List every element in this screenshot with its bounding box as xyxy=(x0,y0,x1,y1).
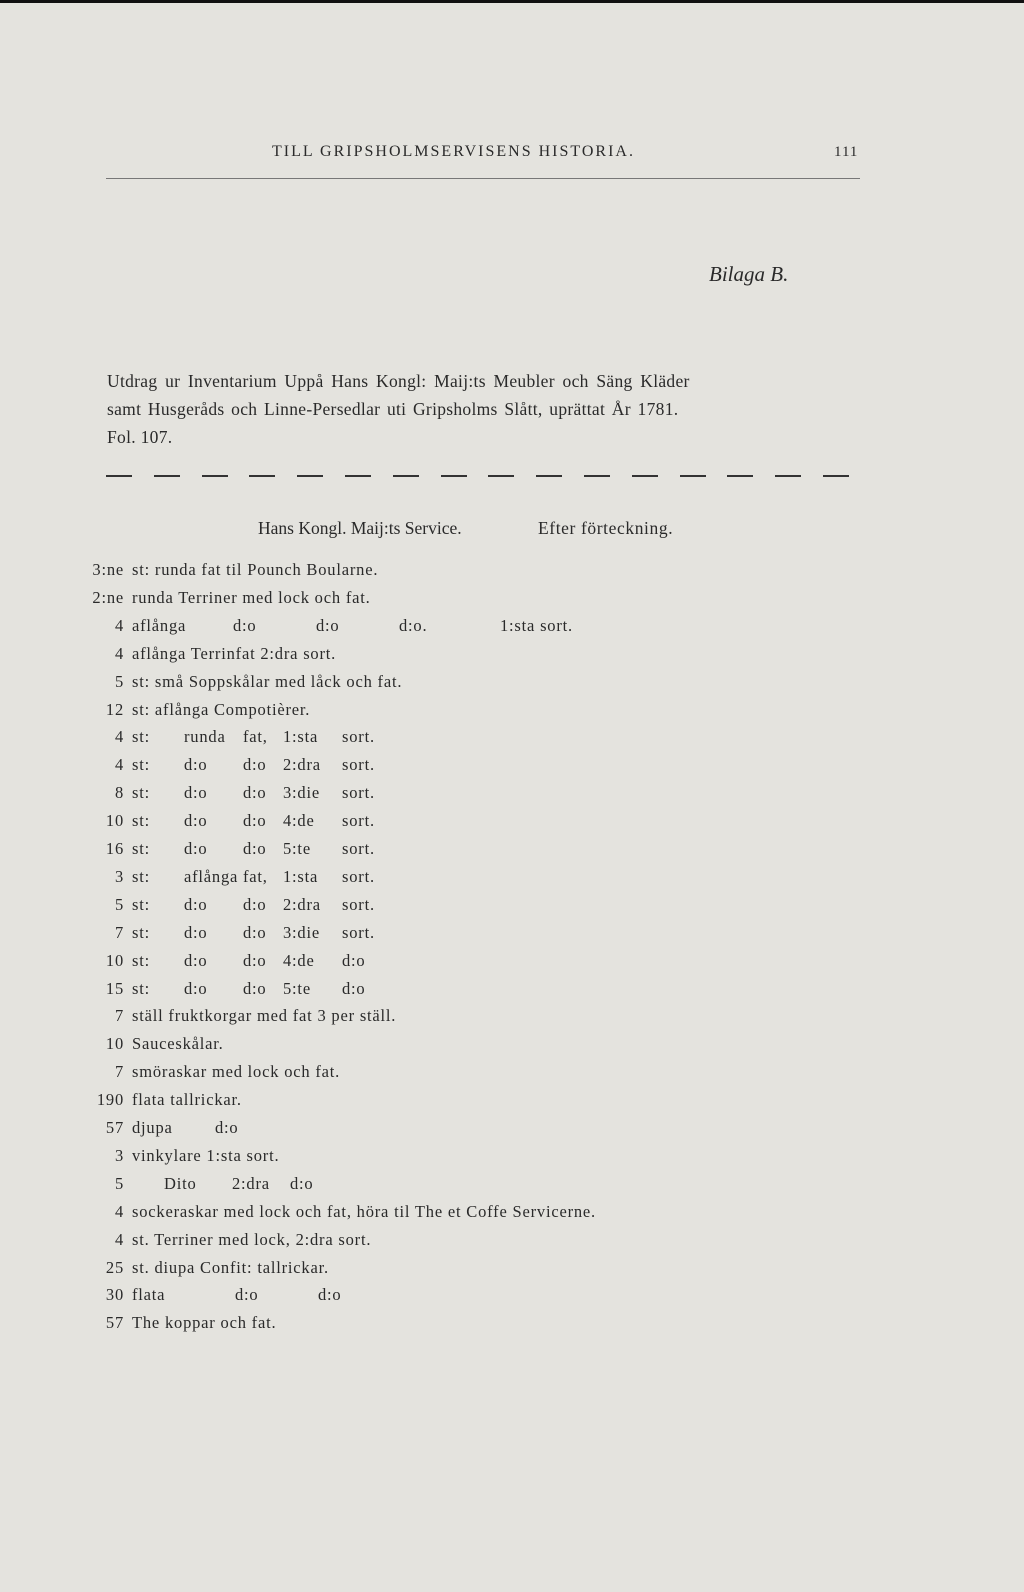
separator-dash xyxy=(297,475,323,477)
separator-dash xyxy=(632,475,658,477)
separator-dash xyxy=(106,475,132,477)
row-quantity: 5 xyxy=(114,1173,124,1193)
row-description: st. diupa Confit: tallrickar. xyxy=(132,1257,329,1277)
row-column: d:o xyxy=(243,922,267,942)
inventory-row xyxy=(0,588,1024,612)
intro-paragraph xyxy=(107,367,862,451)
separator-dash xyxy=(249,475,275,477)
inventory-row xyxy=(0,1258,1024,1282)
row-column: fat, xyxy=(243,866,268,886)
row-column: sort. xyxy=(342,727,375,747)
row-quantity: 7 xyxy=(114,1062,124,1082)
separator-dash xyxy=(441,475,467,477)
row-column: sort. xyxy=(342,894,375,914)
row-column: djupa xyxy=(132,1118,173,1137)
row-quantity: 4 xyxy=(114,643,124,663)
row-column: sort. xyxy=(342,866,375,886)
row-quantity: 4 xyxy=(114,615,124,635)
inventory-row xyxy=(0,867,1024,891)
row-column: d:o xyxy=(342,950,366,970)
row-quantity: 10 xyxy=(105,811,124,831)
inventory-row xyxy=(0,1285,1024,1309)
row-column: d:o xyxy=(318,1285,342,1305)
separator-dash xyxy=(488,475,514,477)
inventory-row xyxy=(0,755,1024,779)
inventory-row xyxy=(0,811,1024,835)
row-quantity: 25 xyxy=(105,1257,124,1277)
row-column: d:o xyxy=(235,1285,259,1305)
row-column: 1:sta sort. xyxy=(500,615,573,635)
inventory-row xyxy=(0,839,1024,863)
running-title: TILL GRIPSHOLMSERVISENS HISTORIA. xyxy=(272,143,635,160)
row-column: 2:dra xyxy=(232,1173,270,1193)
row-quantity: 12 xyxy=(105,699,124,719)
row-column: st: xyxy=(132,811,150,831)
row-column: st: xyxy=(132,839,150,858)
inventory-row xyxy=(0,979,1024,1003)
row-description: sockeraskar med lock och fat, höra til The et Coffe Servicerne. xyxy=(132,1201,596,1221)
row-column: d:o xyxy=(243,950,267,970)
header-rule xyxy=(106,178,860,179)
row-column: d:o xyxy=(243,783,267,803)
row-quantity: 10 xyxy=(105,1034,124,1054)
row-column: d:o xyxy=(184,839,208,858)
row-column: 5:te xyxy=(283,978,311,998)
row-description: st: aflånga Compotièrer. xyxy=(132,699,311,719)
row-column: d:o xyxy=(184,811,208,831)
row-quantity: 4 xyxy=(114,1201,124,1221)
row-column: st: xyxy=(132,894,150,914)
inventory-row xyxy=(0,672,1024,696)
row-description: smöraskar med lock och fat. xyxy=(132,1062,341,1082)
row-description: st: små Soppskålar med låck och fat. xyxy=(132,671,403,691)
separator-dash xyxy=(536,475,562,477)
row-quantity: 7 xyxy=(114,1006,124,1026)
inventory-row xyxy=(0,560,1024,584)
row-column: d:o xyxy=(184,783,208,803)
row-column: d:o xyxy=(243,811,267,831)
row-quantity: 8 xyxy=(114,783,124,803)
separator-dash xyxy=(393,475,419,477)
row-quantity: 2:ne xyxy=(92,587,124,607)
row-column: 5:te xyxy=(283,839,311,858)
separator-dash xyxy=(727,475,753,477)
row-column: st: xyxy=(132,978,150,998)
row-column: 1:sta xyxy=(283,866,319,886)
intro-line: samt Husgeråds och Linne-Persedlar uti Gripsholms Slått, uprättat År 1781. xyxy=(107,399,679,419)
page-number: 111 xyxy=(834,144,859,160)
separator-dash xyxy=(775,475,801,477)
separator-dash xyxy=(154,475,180,477)
row-quantity: 16 xyxy=(105,839,124,858)
inventory-row xyxy=(0,1090,1024,1114)
row-column: runda xyxy=(184,727,226,747)
inventory-row xyxy=(0,1034,1024,1058)
dashed-separator xyxy=(106,475,866,477)
row-quantity: 3 xyxy=(114,1145,124,1165)
row-column: st: xyxy=(132,922,150,942)
row-quantity: 7 xyxy=(114,922,124,942)
row-column: st: xyxy=(132,755,150,775)
row-column: 4:de xyxy=(283,950,315,970)
row-column: sort. xyxy=(342,811,375,831)
appendix-title: Bilaga B. xyxy=(709,262,789,286)
row-column: 3:die xyxy=(283,783,320,803)
inventory-row xyxy=(0,1006,1024,1030)
row-column: aflånga xyxy=(184,866,239,886)
separator-dash xyxy=(202,475,228,477)
top-border xyxy=(0,0,1024,3)
row-quantity: 4 xyxy=(114,755,124,775)
inventory-row xyxy=(0,1202,1024,1226)
row-column: 2:dra xyxy=(283,755,321,775)
row-description: ställ fruktkorgar med fat 3 per ställ. xyxy=(132,1006,397,1026)
inventory-row xyxy=(0,1062,1024,1086)
row-quantity: 3 xyxy=(114,866,124,886)
separator-dash xyxy=(823,475,849,477)
row-quantity: 30 xyxy=(105,1285,124,1305)
row-column: st: xyxy=(132,783,150,803)
row-column: d:o xyxy=(243,978,267,998)
row-description: aflånga Terrinfat 2:dra sort. xyxy=(132,643,337,663)
row-column: st: xyxy=(132,866,150,886)
inventory-row xyxy=(0,923,1024,947)
row-quantity: 10 xyxy=(105,950,124,970)
inventory-row xyxy=(0,644,1024,668)
row-column: 2:dra xyxy=(283,894,321,914)
row-description: st. Terriner med lock, 2:dra sort. xyxy=(132,1229,372,1249)
separator-dash xyxy=(680,475,706,477)
section-title: Hans Kongl. Maij:ts Service. xyxy=(258,518,462,538)
inventory-row xyxy=(0,895,1024,919)
row-quantity: 57 xyxy=(105,1118,124,1137)
row-column: 1:sta xyxy=(283,727,319,747)
row-column: 4:de xyxy=(283,811,315,831)
intro-line: Fol. 107. xyxy=(107,427,173,447)
row-column: d:o. xyxy=(399,615,428,635)
row-column: d:o xyxy=(233,615,257,635)
row-column: 3:die xyxy=(283,922,320,942)
row-column: Dito xyxy=(164,1173,197,1193)
row-quantity: 3:ne xyxy=(92,560,124,579)
row-column: d:o xyxy=(290,1173,314,1193)
row-column: sort. xyxy=(342,839,375,858)
row-quantity: 5 xyxy=(114,894,124,914)
row-column: d:o xyxy=(184,894,208,914)
inventory-row xyxy=(0,783,1024,807)
row-column: d:o xyxy=(243,894,267,914)
inventory-row xyxy=(0,951,1024,975)
row-quantity: 15 xyxy=(105,978,124,998)
inventory-row xyxy=(0,1146,1024,1170)
row-column: aflånga xyxy=(132,615,187,635)
row-column: d:o xyxy=(243,839,267,858)
inventory-row xyxy=(0,1174,1024,1198)
row-column: d:o xyxy=(215,1118,239,1137)
row-description: vinkylare 1:sta sort. xyxy=(132,1145,280,1165)
row-column: st: xyxy=(132,950,150,970)
inventory-row xyxy=(0,700,1024,724)
row-column: sort. xyxy=(342,922,375,942)
row-quantity: 5 xyxy=(114,671,124,691)
row-column: d:o xyxy=(184,922,208,942)
row-description: Sauceskålar. xyxy=(132,1034,224,1054)
row-quantity: 190 xyxy=(96,1090,124,1110)
row-quantity: 4 xyxy=(114,1229,124,1249)
inventory-row xyxy=(0,727,1024,751)
row-column: sort. xyxy=(342,783,375,803)
row-description: The koppar och fat. xyxy=(132,1313,277,1333)
row-column: d:o xyxy=(184,755,208,775)
inventory-row xyxy=(0,1230,1024,1254)
inventory-row xyxy=(0,616,1024,640)
row-column: d:o xyxy=(243,755,267,775)
row-quantity: 4 xyxy=(114,727,124,747)
separator-dash xyxy=(345,475,371,477)
row-column: flata xyxy=(132,1285,166,1305)
intro-line: Utdrag ur Inventarium Uppå Hans Kongl: Maij:ts Meubler och Säng Kläder xyxy=(107,371,690,391)
row-description: flata tallrickar. xyxy=(132,1090,242,1110)
row-column: fat, xyxy=(243,727,268,747)
row-quantity: 57 xyxy=(105,1313,124,1333)
inventory-row xyxy=(0,1313,1024,1337)
section-note: Efter förteckning. xyxy=(538,518,674,538)
row-description: runda Terriner med lock och fat. xyxy=(132,587,371,607)
row-column: sort. xyxy=(342,755,375,775)
row-description: st: runda fat til Pounch Boularne. xyxy=(132,560,379,579)
separator-dash xyxy=(584,475,610,477)
row-column: d:o xyxy=(316,615,340,635)
row-column: d:o xyxy=(342,978,366,998)
inventory-row xyxy=(0,1118,1024,1142)
row-column: d:o xyxy=(184,950,208,970)
row-column: d:o xyxy=(184,978,208,998)
row-column: st: xyxy=(132,727,150,747)
